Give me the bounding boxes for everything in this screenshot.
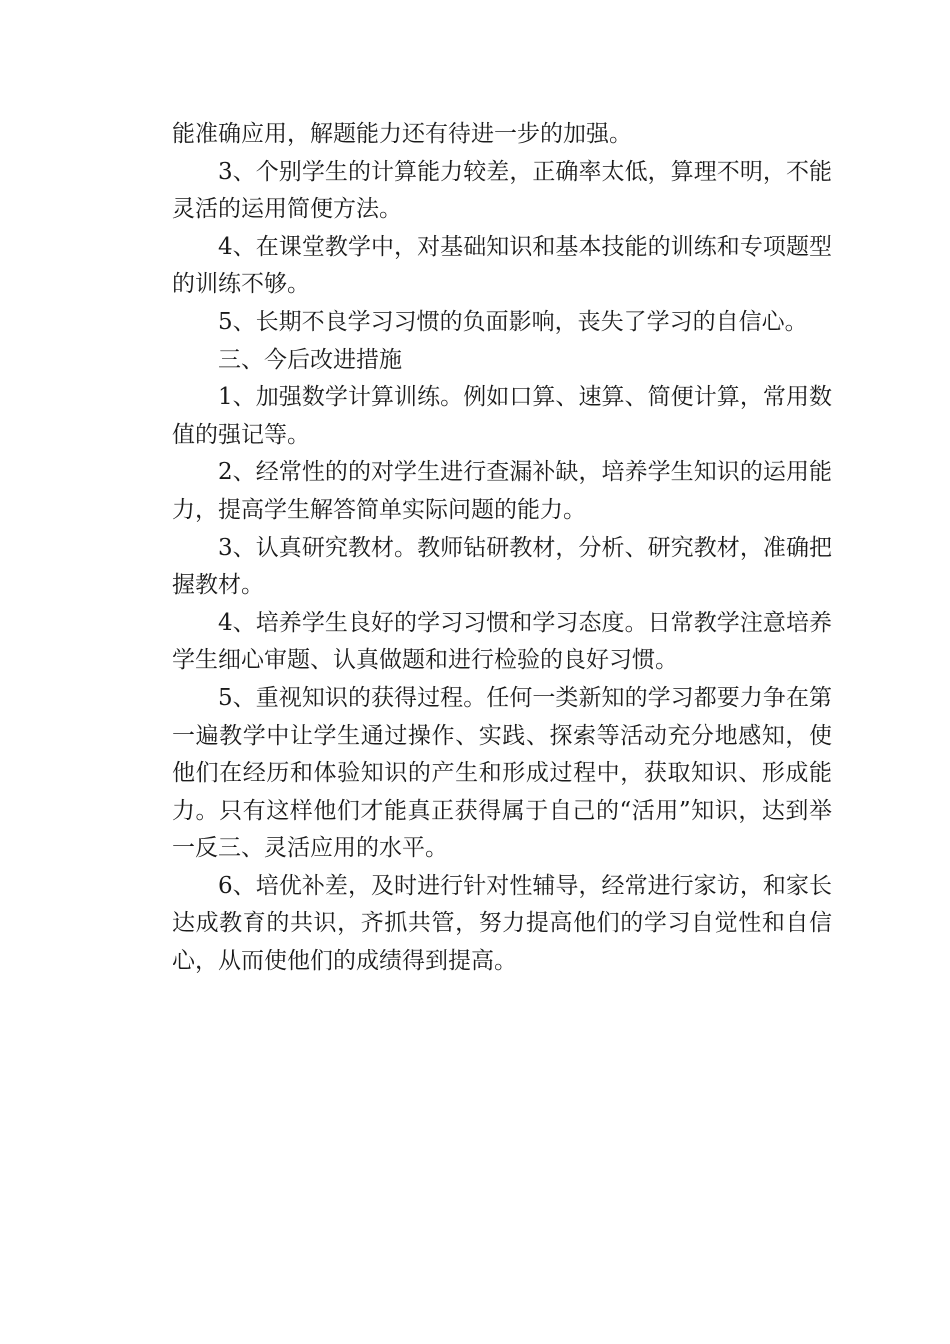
paragraph-item-3: 3、个别学生的计算能力较差，正确率太低，算理不明，不能灵活的运用简便方法。 xyxy=(172,158,832,223)
paragraph-item-5: 5、长期不良学习习惯的负面影响，丧失了学习的自信心。 xyxy=(218,308,808,335)
measure-item-6: 6、培优补差，及时进行针对性辅导，经常进行家访，和家长达成教育的共识，齐抓共管，努力提高他们的学习自觉性和自信心，从而使他们的成绩得到提高。 xyxy=(172,872,832,975)
paragraph-item-4: 4、在课堂教学中，对基础知识和基本技能的训练和专项题型的训练不够。 xyxy=(172,233,832,298)
section-heading: 三、今后改进措施 xyxy=(218,346,402,373)
measure-item-2: 2、经常性的的对学生进行查漏补缺，培养学生知识的运用能力，提高学生解答简单实际问题的能力。 xyxy=(172,459,832,523)
measure-item-1: 1、加强数学计算训练。例如口算、速算、简便计算，常用数值的强记等。 xyxy=(172,384,832,448)
paragraph-continuation: 能准确应用，解题能力还有待进一步的加强。 xyxy=(172,121,632,147)
measure-item-3: 3、认真研究教材。教师钻研教材，分析、研究教材，准确把握教材。 xyxy=(172,534,832,599)
measure-item-4: 4、培养学生良好的学习习惯和学习态度。日常教学注意培养学生细心审题、认真做题和进行检验的良好习惯。 xyxy=(172,609,832,674)
measure-item-5: 5、重视知识的获得过程。任何一类新知的学习都要力争在第一遍教学中让学生通过操作、实践、探索等活动充分地感知，使他们在经历和体验知识的产生和形成过程中，获取知识、形成能力。只有这样他们才能真正获得属于自己的“活用”知识，达到举一反三、灵活应用的水平。 xyxy=(172,684,832,862)
document-body xyxy=(172,116,832,981)
